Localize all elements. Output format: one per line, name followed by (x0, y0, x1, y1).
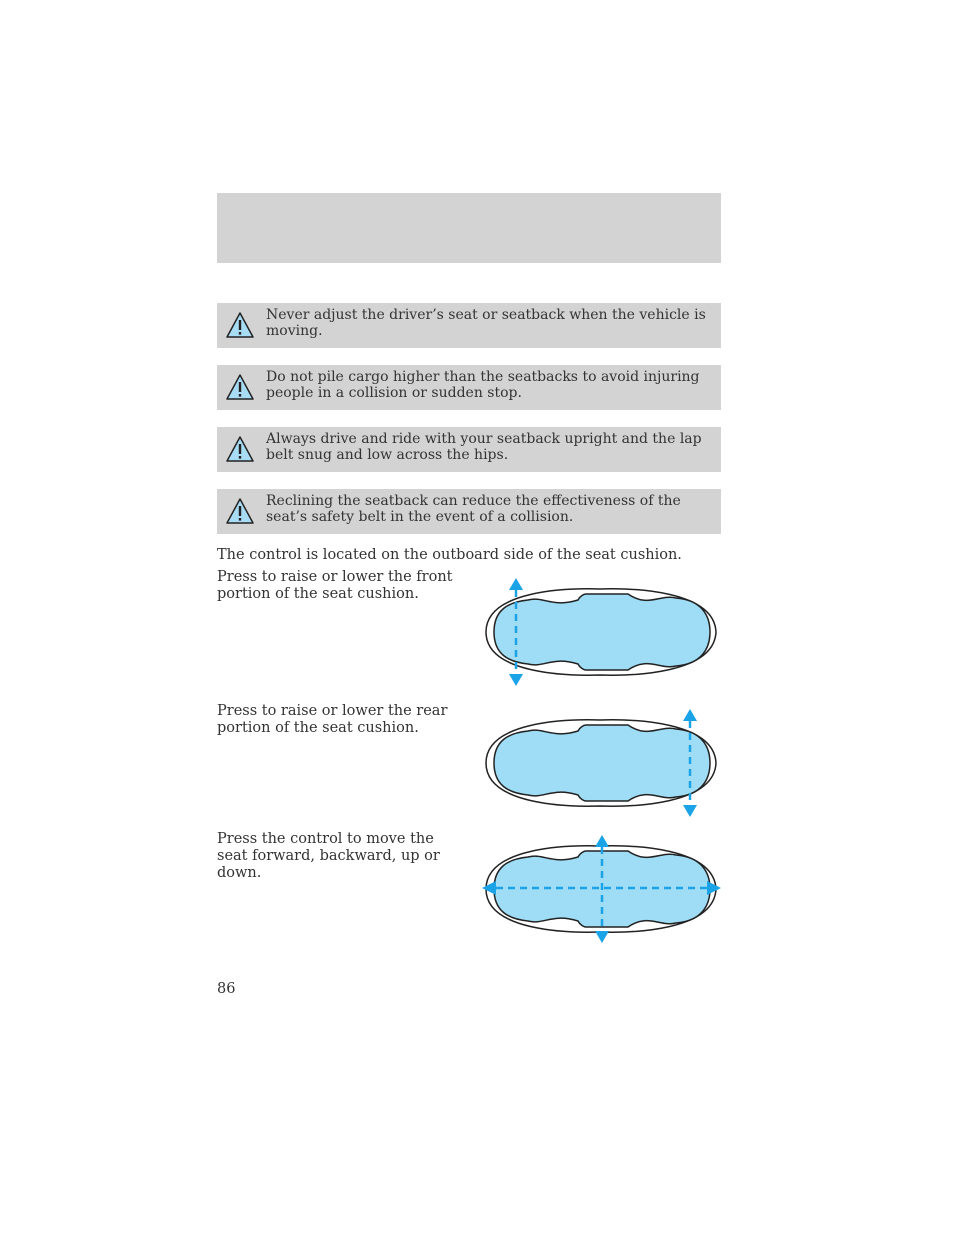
control-description: Press to raise or lower the front portion of the seat cushion. (217, 569, 453, 602)
warning-triangle-icon (225, 373, 255, 401)
front-tilt-control-icon (478, 576, 724, 688)
warning-box (217, 489, 721, 534)
warning-text: Do not pile cargo higher than the seatbacks to avoid injuring people in a collision or sudden stop. (266, 369, 700, 401)
warning-text: Reclining the seatback can reduce the effectiveness of the seat’s safety belt in the event of a collision. (266, 493, 681, 525)
warning-box (217, 365, 721, 410)
warning-triangle-icon (225, 311, 255, 339)
four-way-control-icon (478, 833, 724, 945)
control-description: Press to raise or lower the rear portion of the seat cushion. (217, 703, 448, 736)
warning-box (217, 303, 721, 348)
warning-text: Always drive and ride with your seatback upright and the lap belt snug and low across the hips. (266, 431, 702, 463)
warning-text: Never adjust the driver’s seat or seatback when the vehicle is moving. (266, 307, 706, 339)
rear-tilt-control-icon (478, 707, 724, 819)
section-header-band (217, 193, 721, 263)
page-number: 86 (217, 981, 236, 997)
warning-triangle-icon (225, 435, 255, 463)
warning-box (217, 427, 721, 472)
control-description: Press the control to move the seat forward, backward, up or down. (217, 831, 440, 881)
intro-paragraph: The control is located on the outboard side of the seat cushion. (217, 547, 682, 563)
warning-triangle-icon (225, 497, 255, 525)
